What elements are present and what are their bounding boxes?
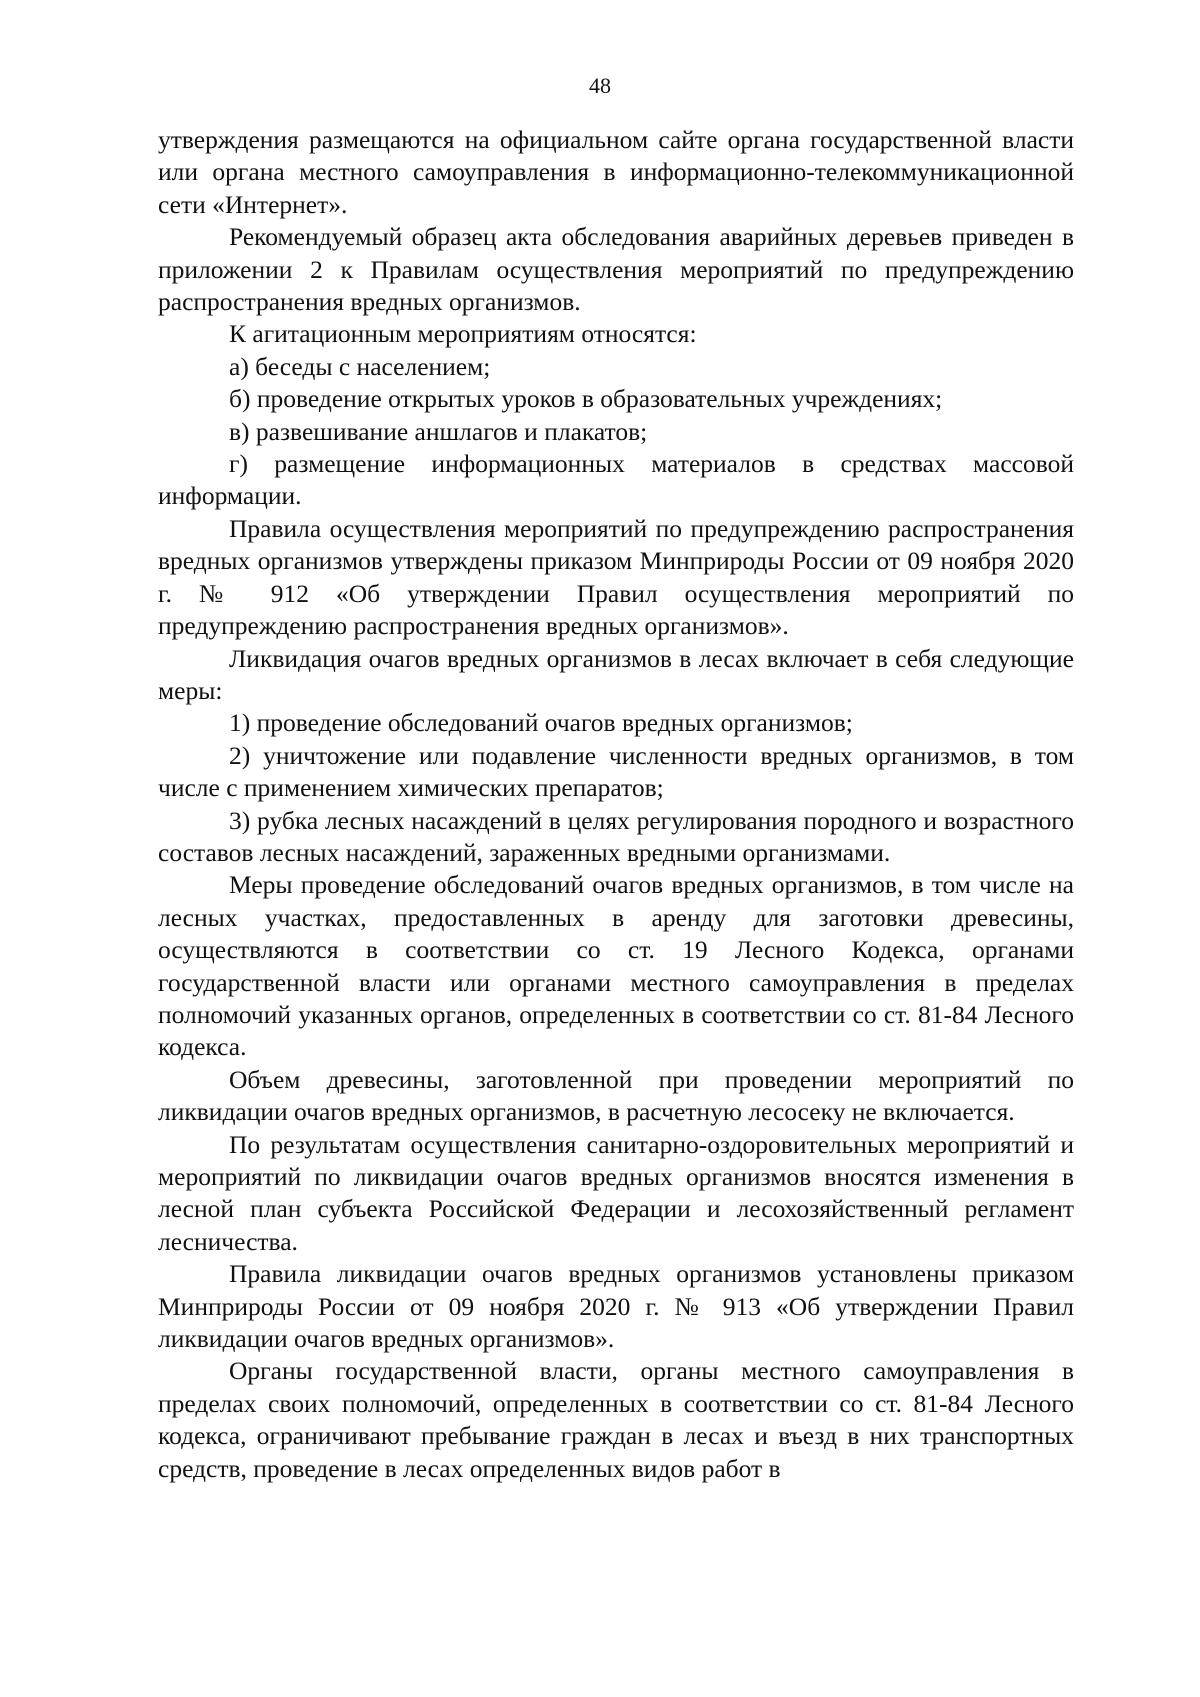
list-item-g: г) размещение информационных материалов в средствах массовой информации. — [158, 449, 1074, 511]
list-item-3: 3) рубка лесных насаждений в целях регулирования породного и возрастного составов лесных насаждений, зараженных вредными организмами. — [158, 805, 1074, 867]
paragraph-rules-912: Правила осуществления мероприятий по предупреждению распространения вредных организмов утверждены приказом Минприроды России от 09 ноября 2020 г. № 912 «Об утверждении Правил осуществления мероприятий по предупреждению распространения вредных организмов». — [158, 513, 1074, 641]
paragraph-rules-913: Правила ликвидации очагов вредных организмов установлены приказом Минприроды России от 09 ноября 2020 г. № 913 «Об утверждении Правил ликвидации очагов вредных организмов». — [158, 1259, 1074, 1354]
paragraph-continuation: утверждения размещаются на официальном сайте органа государственной власти или органа местного самоуправления в информационно-телекоммуникационной сети «Интернет». — [158, 125, 1074, 219]
list-item-a: а) беседы с населением; — [229, 351, 491, 381]
list-item-2: 2) уничтожение или подавление численности вредных организмов, в том числе с применением химических препаратов; — [158, 740, 1074, 803]
paragraph-wood-volume: Объем древесины, заготовленной при проведении мероприятий по ликвидации очагов вредных организмов, в расчетную лесосеку не включается. — [158, 1064, 1074, 1127]
page-number: 48 — [589, 73, 611, 98]
paragraph-forest-plan: По результатам осуществления санитарно-оздоровительных мероприятий и мероприятий по ликвидации очагов вредных организмов вносятся изменения в лесной план субъекта Российской Федерации и лесохозяйственный регламент лесничества. — [158, 1129, 1074, 1256]
paragraph-restrictions: Органы государственной власти, органы местного самоуправления в пределах своих полномочий, определенных в соответствии со ст. 81-84 Лесного кодекса, ограничивают пребывание граждан в лесах и въезд в них транспортных средств, проведение в лесах определенных видов работ в — [158, 1356, 1074, 1483]
paragraph-sample-act: Рекомендуемый образец акта обследования аварийных деревьев приведен в приложении 2 к Правилам осуществления мероприятий по предупреждению распространения вредных организмов. — [158, 222, 1074, 317]
paragraph-liquidation-intro: Ликвидация очагов вредных организмов в лесах включает в себя следующие меры: — [158, 643, 1074, 705]
document-body — [158, 124, 1074, 1485]
paragraph-agitation-intro: К агитационным мероприятиям относятся: — [229, 319, 697, 349]
list-item-v: в) развешивание аншлагов и плакатов; — [229, 416, 648, 446]
list-item-b: б) проведение открытых уроков в образовательных учреждениях; — [229, 384, 943, 414]
paragraph-survey-measures: Меры проведение обследований очагов вредных организмов, в том числе на лесных участках, предоставленных в аренду для заготовки древесины, осуществляются в соответствии со ст. 19 Лесного Кодекса, органами государственной власти или органами местного самоуправления в пределах полномочий указанных органов, определенных в соответствии со ст. 81-84 Лесного кодекса. — [158, 870, 1074, 1062]
list-item-1: 1) проведение обследований очагов вредных организмов; — [229, 708, 853, 738]
